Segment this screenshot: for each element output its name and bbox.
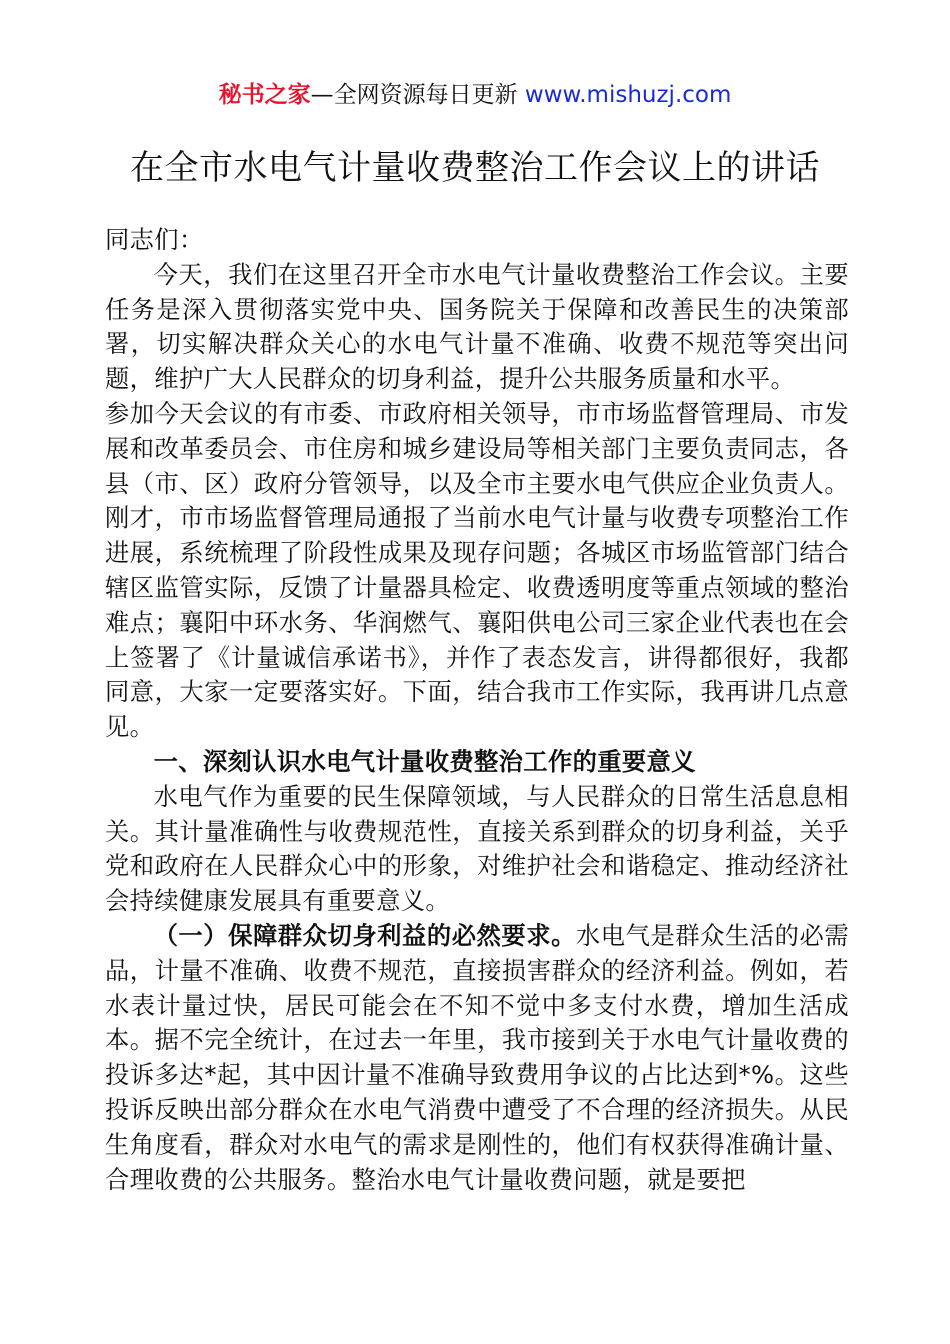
paragraph-opening: 今天，我们在这里召开全市水电气计量收费整治工作会议。主要任务是深入贯彻落实党中央、国务院关于保障和改善民生的决策部署，切实解决群众关心的水电气计量不准确、收费不规范等突出问题，维护广大人民群众的切身利益，提升公共服务质量和水平。	[105, 259, 849, 394]
site-header	[0, 80, 950, 110]
section-heading-1: 一、深刻认识水电气计量收费整治工作的重要意义	[153, 746, 696, 776]
header-tagline: —全网资源每日更新	[310, 82, 525, 108]
document-body	[105, 223, 849, 1197]
subsection-1-text: 水电气是群众生活的必需品，计量不准确、收费不规范，直接损害群众的经济利益。例如，若水表计量过快，居民可能会在不知不觉中多支付水费，增加生活成本。据不完全统计，在过去一年里，我市接到关于水电气计量收费的投诉多达*起，其中因计量不准确导致费用争议的占比达到*%。这些投诉反映出部分群众在水电气消费中遭受了不合理的经济损失。从民生角度看，群众对水电气的需求是刚性的，他们有权获得准确计量、合理收费的公共服务。整治水电气计量收费问题，就是要把	[105, 920, 849, 1194]
document-title: 在全市水电气计量收费整治工作会议上的讲话	[130, 148, 820, 188]
paragraph-attendees: 参加今天会议的有市委、市政府相关领导，市市场监督管理局、市发展和改革委员会、市住房和城乡建设局等相关部门主要负责同志，各县（市、区）政府分管领导，以及全市主要水电气供应企业负责人。刚才，市市场监督管理局通报了当前水电气计量与收费专项整治工作进展，系统梳理了阶段性成果及现存问题；各城区市场监管部门结合辖区监管实际，反馈了计量器具检定、收费透明度等重点领域的整治难点；襄阳中环水务、华润燃气、襄阳供电公司三家企业代表也在会上签署了《计量诚信承诺书》，并作了表态发言，讲得都很好，我都同意，大家一定要落实好。下面，结合我市工作实际，我再讲几点意见。	[105, 398, 849, 742]
salutation: 同志们：	[105, 225, 204, 254]
brand-name: 秘书之家	[218, 82, 311, 108]
paragraph-subsection-1	[105, 919, 849, 1197]
subsection-1-title: （一）保障群众切身利益的必然要求。	[153, 920, 576, 950]
paragraph-significance: 水电气作为重要的民生保障领域，与人民群众的日常生活息息相关。其计量准确性与收费规范性，直接关系到群众的切身利益，关乎党和政府在人民群众心中的形象，对维护社会和谐稳定、推动经济社会持续健康发展具有重要意义。	[105, 781, 849, 916]
site-url-link[interactable]: www.mishuzj.com	[524, 82, 732, 108]
